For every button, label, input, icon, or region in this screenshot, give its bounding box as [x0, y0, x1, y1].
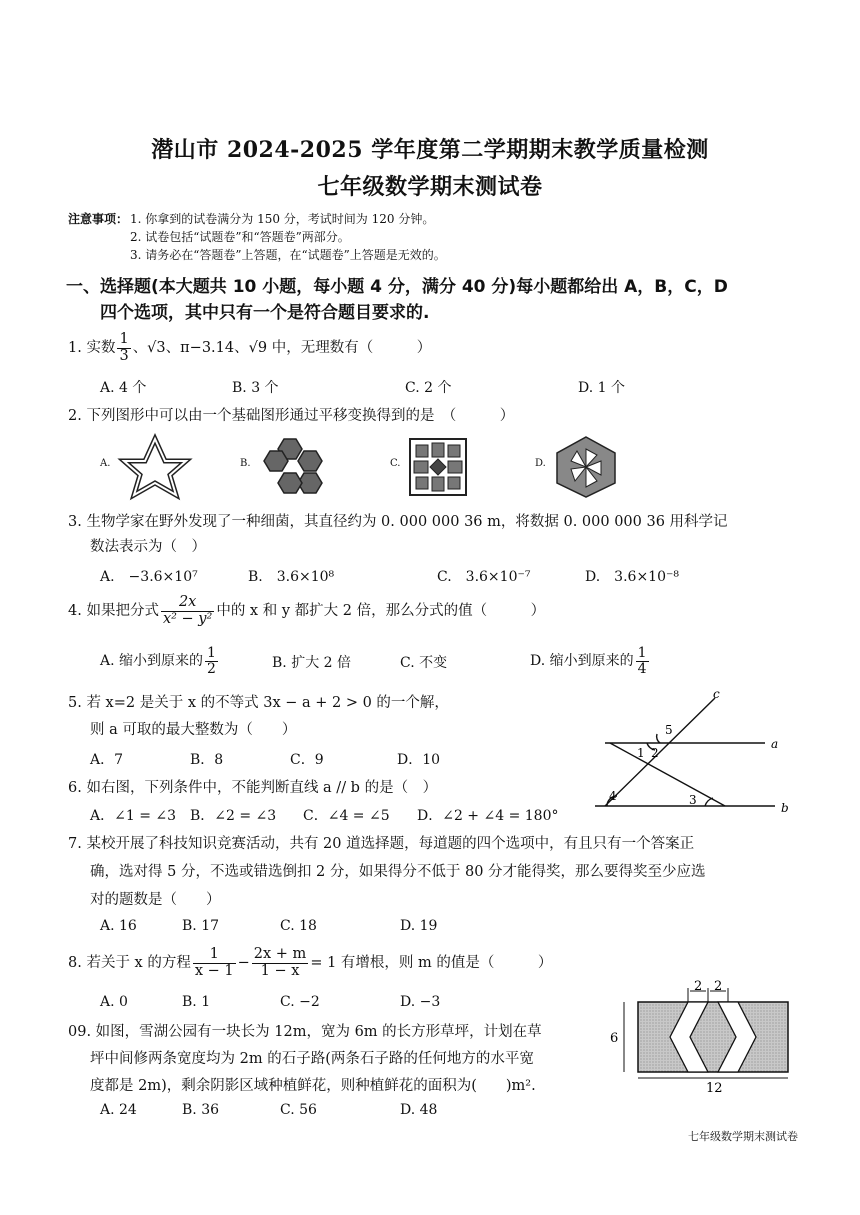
fig6-label-4: 4 — [609, 789, 617, 803]
question-7-cont2: 对的题数是（ ） — [90, 892, 221, 908]
q6-option-b[interactable]: B．∠2 = ∠3 — [190, 808, 277, 824]
question-6: 6. 如右图，下列条件中，不能判断直线 a // b 的是（ ） — [68, 780, 438, 796]
q4-option-a[interactable]: A. 缩小到原来的 $\frac{1}{2}$ — [100, 644, 216, 677]
q5-option-a[interactable]: A．7 — [90, 752, 124, 768]
q7-option-b[interactable]: B. 17 — [182, 918, 220, 934]
q9-option-d[interactable]: D. 48 — [400, 1102, 438, 1118]
q1-option-a[interactable]: A. 4 个 — [100, 380, 147, 396]
fig6-label-2: 2 — [651, 746, 659, 760]
q7-option-d[interactable]: D. 19 — [400, 918, 438, 934]
fig6-label-5: 5 — [665, 723, 673, 737]
fig6-label-c: c — [713, 687, 720, 701]
page-footer: 七年级数学期末测试卷 — [688, 1130, 798, 1143]
q7-option-a[interactable]: A. 16 — [100, 918, 137, 934]
question-7-cont: 确，选对得 5 分，不选或错选倒扣 2 分，如果得分不低于 80 分才能得奖，那么要得奖至少应选 — [90, 864, 706, 880]
q3-option-b[interactable]: B. 3.6×10⁸ — [248, 569, 335, 585]
section-heading-cont: 四个选项，其中只有一个是符合题目要求的. — [100, 303, 430, 323]
note-item: 1. 你拿到的试卷满分为 150 分，考试时间为 120 分钟。 — [130, 212, 435, 226]
hexagon-ring-figure — [262, 437, 326, 495]
fig9-label-2a: 2 — [694, 979, 703, 994]
q8-option-c[interactable]: C. −2 — [280, 994, 320, 1010]
q7-option-c[interactable]: C. 18 — [280, 918, 317, 934]
question-2: 2. 下列图形中可以由一个基础图形通过平移变换得到的是 （ ） — [68, 408, 515, 424]
q3-option-a[interactable]: A. −3.6×10⁷ — [100, 569, 198, 585]
fig9-label-2b: 2 — [714, 979, 723, 994]
q8-option-b[interactable]: B. 1 — [182, 994, 211, 1010]
q5-option-d[interactable]: D．10 — [397, 752, 441, 768]
q9-option-a[interactable]: A. 24 — [100, 1102, 137, 1118]
q2-option-c[interactable]: C. — [390, 458, 401, 469]
q1-option-d[interactable]: D. 1 个 — [578, 380, 625, 396]
q2-option-b[interactable]: B. — [240, 458, 251, 469]
section-heading: 一、选择题(本大题共 10 小题，每小题 4 分，满分 40 分)每小题都给出 A，B，C，D — [66, 277, 728, 297]
page-title: 潜山市 2024-2025 学年度第二学期期末教学质量检测 — [151, 137, 709, 163]
pentagon-star-figure — [120, 435, 190, 497]
notes-label: 注意事项： — [68, 212, 129, 226]
fig6-label-a: a — [771, 737, 779, 751]
fig9-label-6: 6 — [610, 1031, 619, 1046]
question-9-cont2: 度都是 2m)，剩余阴影区域种植鲜花，则种植鲜花的面积为( )m². — [90, 1078, 536, 1094]
fig6-label-b: b — [781, 801, 789, 815]
q2-option-d[interactable]: D. — [535, 458, 546, 469]
question-5: 5. 若 x=2 是关于 x 的不等式 3x − a + 2 > 0 的一个解， — [68, 695, 449, 711]
note-item: 3. 请务必在“答题卷”上答题，在“试题卷”上答题是无效的。 — [130, 248, 446, 262]
lawn-paths-figure — [610, 980, 800, 1095]
q9-option-c[interactable]: C. 56 — [280, 1102, 317, 1118]
q4-option-b[interactable]: B. 扩大 2 倍 — [272, 655, 351, 671]
q5-option-c[interactable]: C．9 — [290, 752, 324, 768]
q4-option-c[interactable]: C. 不变 — [400, 655, 448, 671]
q3-option-c[interactable]: C. 3.6×10⁻⁷ — [437, 569, 531, 585]
q1-option-c[interactable]: C. 2 个 — [405, 380, 452, 396]
parallel-lines-figure — [585, 688, 800, 823]
fig6-label-3: 3 — [689, 793, 697, 807]
q9-option-b[interactable]: B. 36 — [182, 1102, 220, 1118]
q6-option-d[interactable]: D．∠2 + ∠4 = 180° — [417, 808, 559, 824]
question-9-cont: 坪中间修两条宽度均为 2m 的石子路(两条石子路的任何地方的水平宽 — [90, 1051, 534, 1067]
question-8: 8. 若关于 x 的方程 $\frac{1}{x - 1}$ − $\frac{2x + m}{1 - x}$ = 1 有增根，则 m 的值是（ ） — [68, 946, 553, 979]
q5-option-b[interactable]: B．8 — [190, 752, 224, 768]
q8-option-d[interactable]: D. −3 — [400, 994, 441, 1010]
hexagon-pinwheel-figure — [553, 435, 619, 499]
square-tile-figure — [408, 437, 468, 497]
question-9: 09. 如图，雪湖公园有一块长为 12m，宽为 6m 的长方形草坪，计划在草 — [68, 1024, 542, 1040]
q4-option-d[interactable]: D. 缩小到原来的 $\frac{1}{4}$ — [530, 644, 647, 677]
question-3-cont: 数法表示为（ ） — [90, 539, 206, 555]
q6-option-a[interactable]: A．∠1 = ∠3 — [90, 808, 177, 824]
q2-option-a[interactable]: A. — [100, 458, 111, 469]
question-7: 7. 某校开展了科技知识竞赛活动，共有 20 道选择题，每道题的四个选项中，有且只有一个答案正 — [68, 836, 695, 852]
question-5-cont: 则 a 可取的最大整数为（ ） — [90, 722, 297, 738]
q8-option-a[interactable]: A. 0 — [100, 994, 128, 1010]
fig9-label-12: 12 — [706, 1081, 723, 1096]
fig6-label-1: 1 — [637, 746, 645, 760]
q1-option-b[interactable]: B. 3 个 — [232, 380, 279, 396]
q6-option-c[interactable]: C．∠4 = ∠5 — [303, 808, 390, 824]
page-subtitle: 七年级数学期末测试卷 — [317, 174, 543, 200]
question-3: 3. 生物学家在野外发现了一种细菌，其直径约为 0. 000 000 36 m，将数据 0. 000 000 36 用科学记 — [68, 514, 728, 530]
question-1: 1. 实数 $\frac{1}{3}$ 、√3、π−3.14、√9 中，无理数有（ ） — [68, 331, 432, 364]
question-4: 4. 如果把分式 $\frac{2x}{\text{x² − y²}}$ 中的 x 和 y 都扩大 2 倍，那么分式的值（ ） — [68, 594, 546, 627]
note-item: 2. 试卷包括“试题卷”和“答题卷”两部分。 — [130, 230, 350, 244]
q3-option-d[interactable]: D. 3.6×10⁻⁸ — [585, 569, 679, 585]
